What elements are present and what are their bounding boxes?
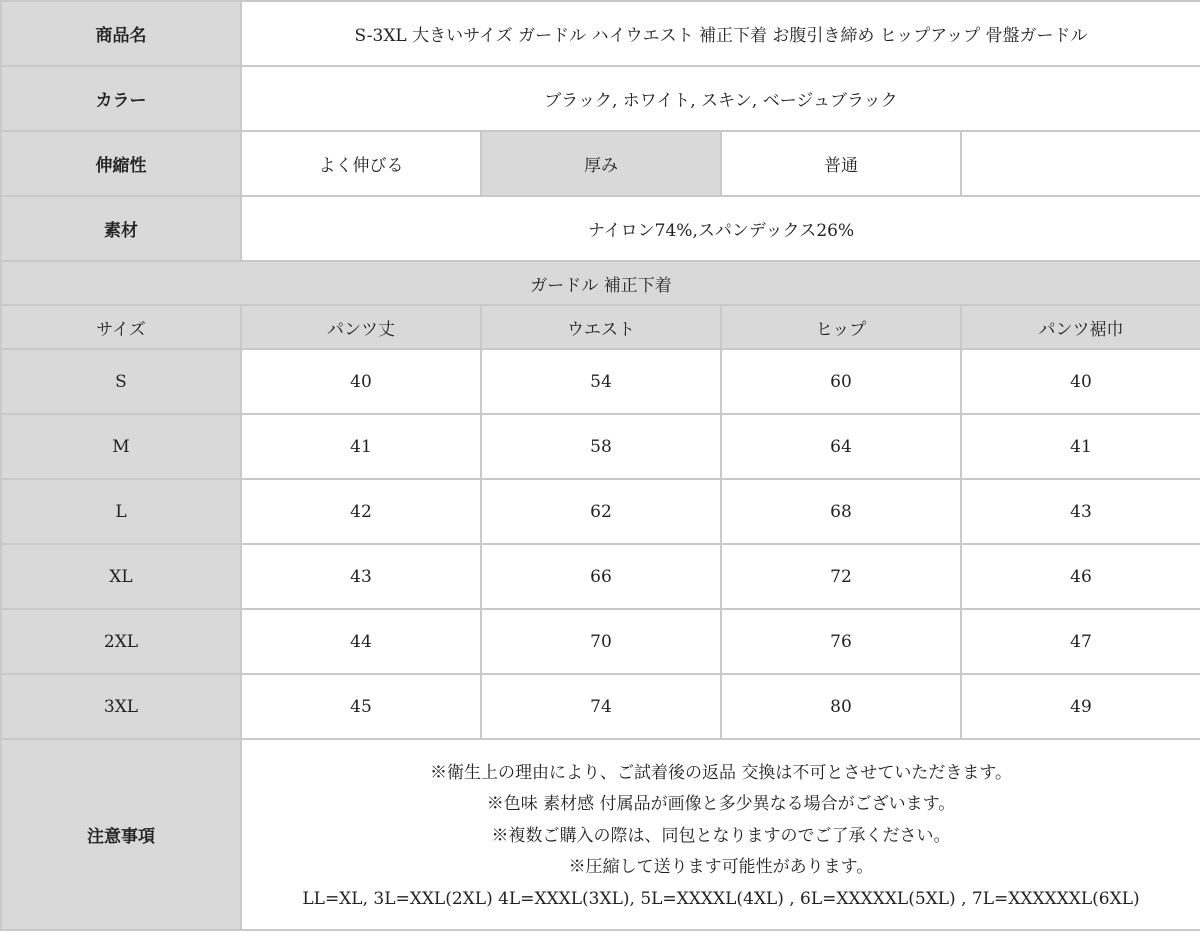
- table-row: [1, 414, 1200, 479]
- table-row: [1, 544, 1200, 609]
- length-cell: 42: [241, 479, 481, 544]
- hip-cell: 76: [721, 609, 961, 674]
- notes-row: [1, 739, 1200, 930]
- size-section-title: ガードル 補正下着: [1, 261, 1200, 305]
- hip-cell: 68: [721, 479, 961, 544]
- note-line: ※衛生上の理由により、ご試着後の返品 交換は不可とさせていただきます。: [429, 762, 1013, 783]
- note-line: ※圧縮して送ります可能性があります。: [568, 857, 874, 878]
- length-cell: 43: [241, 544, 481, 609]
- size-header-row: [1, 305, 1200, 349]
- product-name-label: 商品名: [1, 1, 241, 66]
- table-row: [1, 349, 1200, 414]
- size-cell: XL: [1, 544, 241, 609]
- note-line: LL=XL, 3L=XXL(2XL) 4L=XXXL(3XL), 5L=XXXXL(4XL) , 6L=XXXXXL(5XL) , 7L=XXXXXXL(6XL): [302, 888, 1140, 909]
- length-cell: 41: [241, 414, 481, 479]
- hem-width-cell: 46: [961, 544, 1200, 609]
- color-row: [1, 66, 1200, 131]
- material-label: 素材: [1, 196, 241, 261]
- product-name-value: S-3XL 大きいサイズ ガードル ハイウエスト 補正下着 お腹引き締め ヒップアップ 骨盤ガードル: [241, 1, 1200, 66]
- waist-cell: 66: [481, 544, 721, 609]
- stretch-option-high: よく伸びる: [241, 131, 481, 196]
- waist-column-header: ウエスト: [481, 305, 721, 349]
- stretch-option-thickness: 厚み: [481, 131, 721, 196]
- notes-cell: [241, 739, 1200, 930]
- waist-cell: 62: [481, 479, 721, 544]
- note-line: ※複数ご購入の際は、同包となりますのでご了承ください。: [491, 825, 951, 846]
- stretch-option-normal: 普通: [721, 131, 961, 196]
- size-cell: 2XL: [1, 609, 241, 674]
- size-cell: 3XL: [1, 674, 241, 739]
- stretch-label: 伸縮性: [1, 131, 241, 196]
- size-cell: L: [1, 479, 241, 544]
- size-column-header: サイズ: [1, 305, 241, 349]
- hem-width-cell: 41: [961, 414, 1200, 479]
- length-cell: 44: [241, 609, 481, 674]
- hem-width-cell: 43: [961, 479, 1200, 544]
- stretch-row: [1, 131, 1200, 196]
- length-cell: 45: [241, 674, 481, 739]
- hip-cell: 80: [721, 674, 961, 739]
- material-row: [1, 196, 1200, 261]
- size-cell: M: [1, 414, 241, 479]
- size-cell: S: [1, 349, 241, 414]
- table-row: [1, 674, 1200, 739]
- hem-width-cell: 47: [961, 609, 1200, 674]
- size-section-title-row: [1, 261, 1200, 305]
- note-line: ※色味 素材感 付属品が画像と多少異なる場合がございます。: [486, 794, 956, 815]
- hem-width-column-header: パンツ裾巾: [961, 305, 1200, 349]
- hem-width-cell: 40: [961, 349, 1200, 414]
- table-row: [1, 479, 1200, 544]
- hip-cell: 72: [721, 544, 961, 609]
- waist-cell: 70: [481, 609, 721, 674]
- table-row: [1, 609, 1200, 674]
- hip-column-header: ヒップ: [721, 305, 961, 349]
- stretch-option-empty: [961, 131, 1200, 196]
- product-name-row: [1, 1, 1200, 66]
- hip-cell: 64: [721, 414, 961, 479]
- color-label: カラー: [1, 66, 241, 131]
- waist-cell: 58: [481, 414, 721, 479]
- hip-cell: 60: [721, 349, 961, 414]
- length-column-header: パンツ丈: [241, 305, 481, 349]
- notes-label: 注意事項: [1, 739, 241, 930]
- notes-list: [242, 754, 1200, 916]
- waist-cell: 54: [481, 349, 721, 414]
- material-value: ナイロン74%,スパンデックス26%: [241, 196, 1200, 261]
- length-cell: 40: [241, 349, 481, 414]
- waist-cell: 74: [481, 674, 721, 739]
- hem-width-cell: 49: [961, 674, 1200, 739]
- color-value: ブラック, ホワイト, スキン, ベージュブラック: [241, 66, 1200, 131]
